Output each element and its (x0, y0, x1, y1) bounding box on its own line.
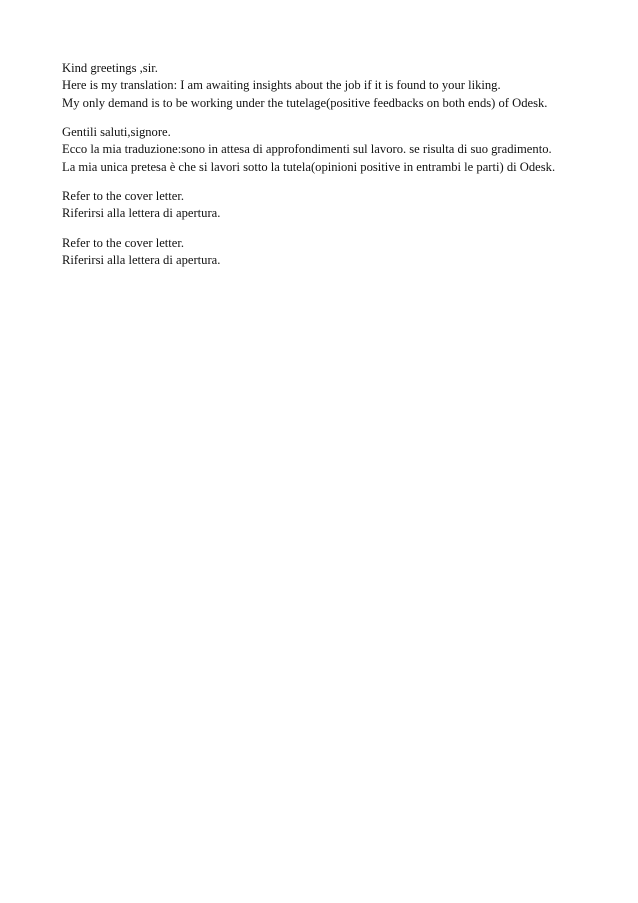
paragraph-cover-letter-reference-repeat (62, 235, 622, 270)
text-line: Kind greetings ,sir. (62, 61, 158, 75)
text-line: Here is my translation: I am awaiting insights about the job if it is found to your liking. (62, 78, 501, 93)
text-line: Gentili saluti,signore. (62, 125, 171, 140)
document-body (62, 60, 622, 282)
text-line: My only demand is to be working under the tutelage(positive feedbacks on both ends) of Odesk. (62, 95, 548, 110)
text-line: La mia unica pretesa è che si lavori sotto la tutela(opinioni positive in entrambi le parti) di Odesk. (62, 159, 556, 174)
text-line: Riferirsi alla lettera di apertura. (62, 253, 221, 268)
paragraph-italian-greeting (62, 124, 622, 176)
text-line: Ecco la mia traduzione:sono in attesa di approfondimenti sul lavoro. se risulta di suo gradimento. (62, 142, 552, 157)
paragraph-cover-letter-reference (62, 188, 622, 223)
text-line: Refer to the cover letter. (62, 235, 185, 250)
text-line: Refer to the cover letter. (62, 189, 185, 204)
text-line: Riferirsi alla lettera di apertura. (62, 206, 221, 221)
paragraph-english-greeting (62, 60, 622, 112)
